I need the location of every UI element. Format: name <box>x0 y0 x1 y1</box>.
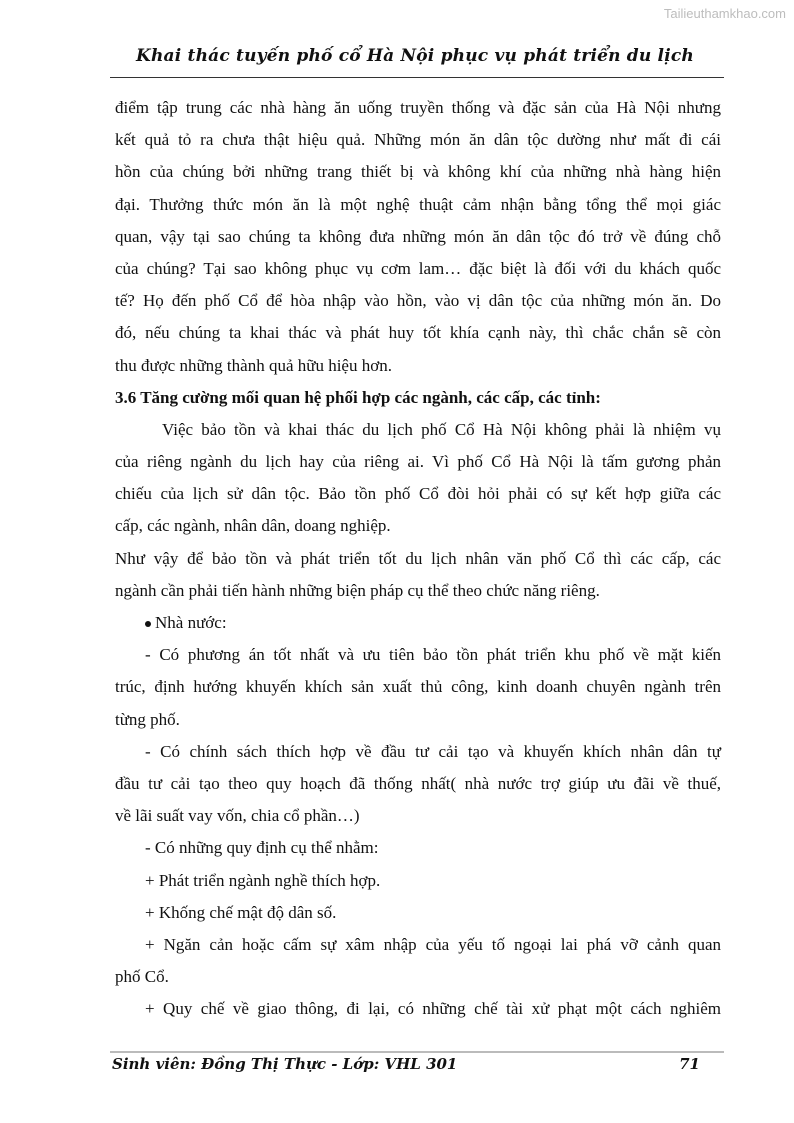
bullet-item <box>115 607 721 639</box>
text-line: quan, vậy tại sao chúng ta không đưa những món ăn dân tộc đó trở về đúng chỗ <box>115 226 721 246</box>
text-line: - Có phương án tốt nhất và ưu tiên bảo tồn phát triển khu phố về mặt kiến <box>145 645 721 665</box>
text-line: + Phát triển ngành nghề thích hợp. <box>145 870 381 890</box>
text-line: - Có chính sách thích hợp về đầu tư cải tạo và khuyến khích nhân dân tự <box>145 741 721 761</box>
text-line: đó, nếu chúng ta khai thác và phát huy tốt khía cạnh này, thì chắc chắn sẽ còn <box>115 323 721 343</box>
text-line: Việc bảo tồn và khai thác du lịch phố Cổ Hà Nội không phải là nhiệm vụ <box>162 419 721 439</box>
bullet-icon <box>145 621 151 627</box>
section-heading: 3.6 Tăng cường mối quan hệ phối hợp các ngành, các cấp, các tỉnh: <box>115 387 601 407</box>
text-line: trúc, định hướng khuyến khích sản xuất thủ công, kinh doanh chuyên ngành trên <box>115 677 721 697</box>
text-line: thu được những thành quả hữu hiệu hơn. <box>115 355 392 375</box>
watermark: Tailieuthamkhao.com <box>663 6 786 21</box>
text-line: Như vậy để bảo tồn và phát triển tốt du lịch nhân văn phố Cổ thì các cấp, các <box>115 548 721 568</box>
text-line: ngành cần phải tiến hành những biện pháp cụ thể theo chức năng riêng. <box>115 580 600 600</box>
text-line: điểm tập trung các nhà hàng ăn uống truyền thống và đặc sản của Hà Nội nhưng <box>115 98 721 117</box>
text-line: tế? Họ đến phố Cổ để hòa nhập vào hồn, vào vị dân tộc của những món ăn. Do <box>115 291 721 311</box>
footer-student: Sinh viên: Đồng Thị Thực - Lớp: VHL 301 <box>112 1055 458 1073</box>
text-line: chiếu của lịch sử dân tộc. Bảo tồn phố Cổ đòi hỏi phải có sự kết hợp giữa các <box>115 484 721 504</box>
text-line: + Khống chế mật độ dân số. <box>145 902 337 922</box>
page-number: 71 <box>679 1055 700 1073</box>
header-rule <box>110 77 724 78</box>
text-line: về lãi suất vay vốn, chia cổ phần…) <box>115 806 360 826</box>
running-header: Khai thác tuyến phố cổ Hà Nội phục vụ phát triển du lịch <box>136 46 694 66</box>
text-line: đầu tư cải tạo theo quy hoạch đã thống nhất( nhà nước trợ giúp ưu đãi về thuế, <box>115 773 721 793</box>
text-line: đại. Thưởng thức món ăn là một nghệ thuật cảm nhận bằng tổng thể mọi giác <box>115 194 721 214</box>
text-line: cấp, các ngành, nhân dân, doang nghiệp. <box>115 516 391 536</box>
text-line: của chúng? Tại sao không phục vụ cơm lam… đặc biệt là đối với du khách quốc <box>115 258 721 278</box>
text-line: + Ngăn cản hoặc cấm sự xâm nhập của yếu tố ngoại lai phá vỡ cảnh quan <box>145 934 721 954</box>
footer-rule <box>110 1051 724 1053</box>
text-line: kết quả tỏ ra chưa thật hiệu quả. Những món ăn dân tộc dường như mất đi cái <box>115 130 721 150</box>
text-line: từng phố. <box>115 709 180 729</box>
text-line: + Quy chế về giao thông, đi lại, có những chế tài xử phạt một cách nghiêm <box>145 999 721 1019</box>
bullet-text: Nhà nước: <box>155 613 227 632</box>
text-line: - Có những quy định cụ thể nhằm: <box>145 838 379 858</box>
text-line: hồn của chúng bởi những trang thiết bị và không khí của những nhà hàng hiện <box>115 162 721 182</box>
document-body <box>115 92 721 1025</box>
text-line: của riêng ngành du lịch hay của riêng ai. Vì phố Cổ Hà Nội là tấm gương phản <box>115 452 721 472</box>
text-line: phố Cổ. <box>115 967 169 987</box>
